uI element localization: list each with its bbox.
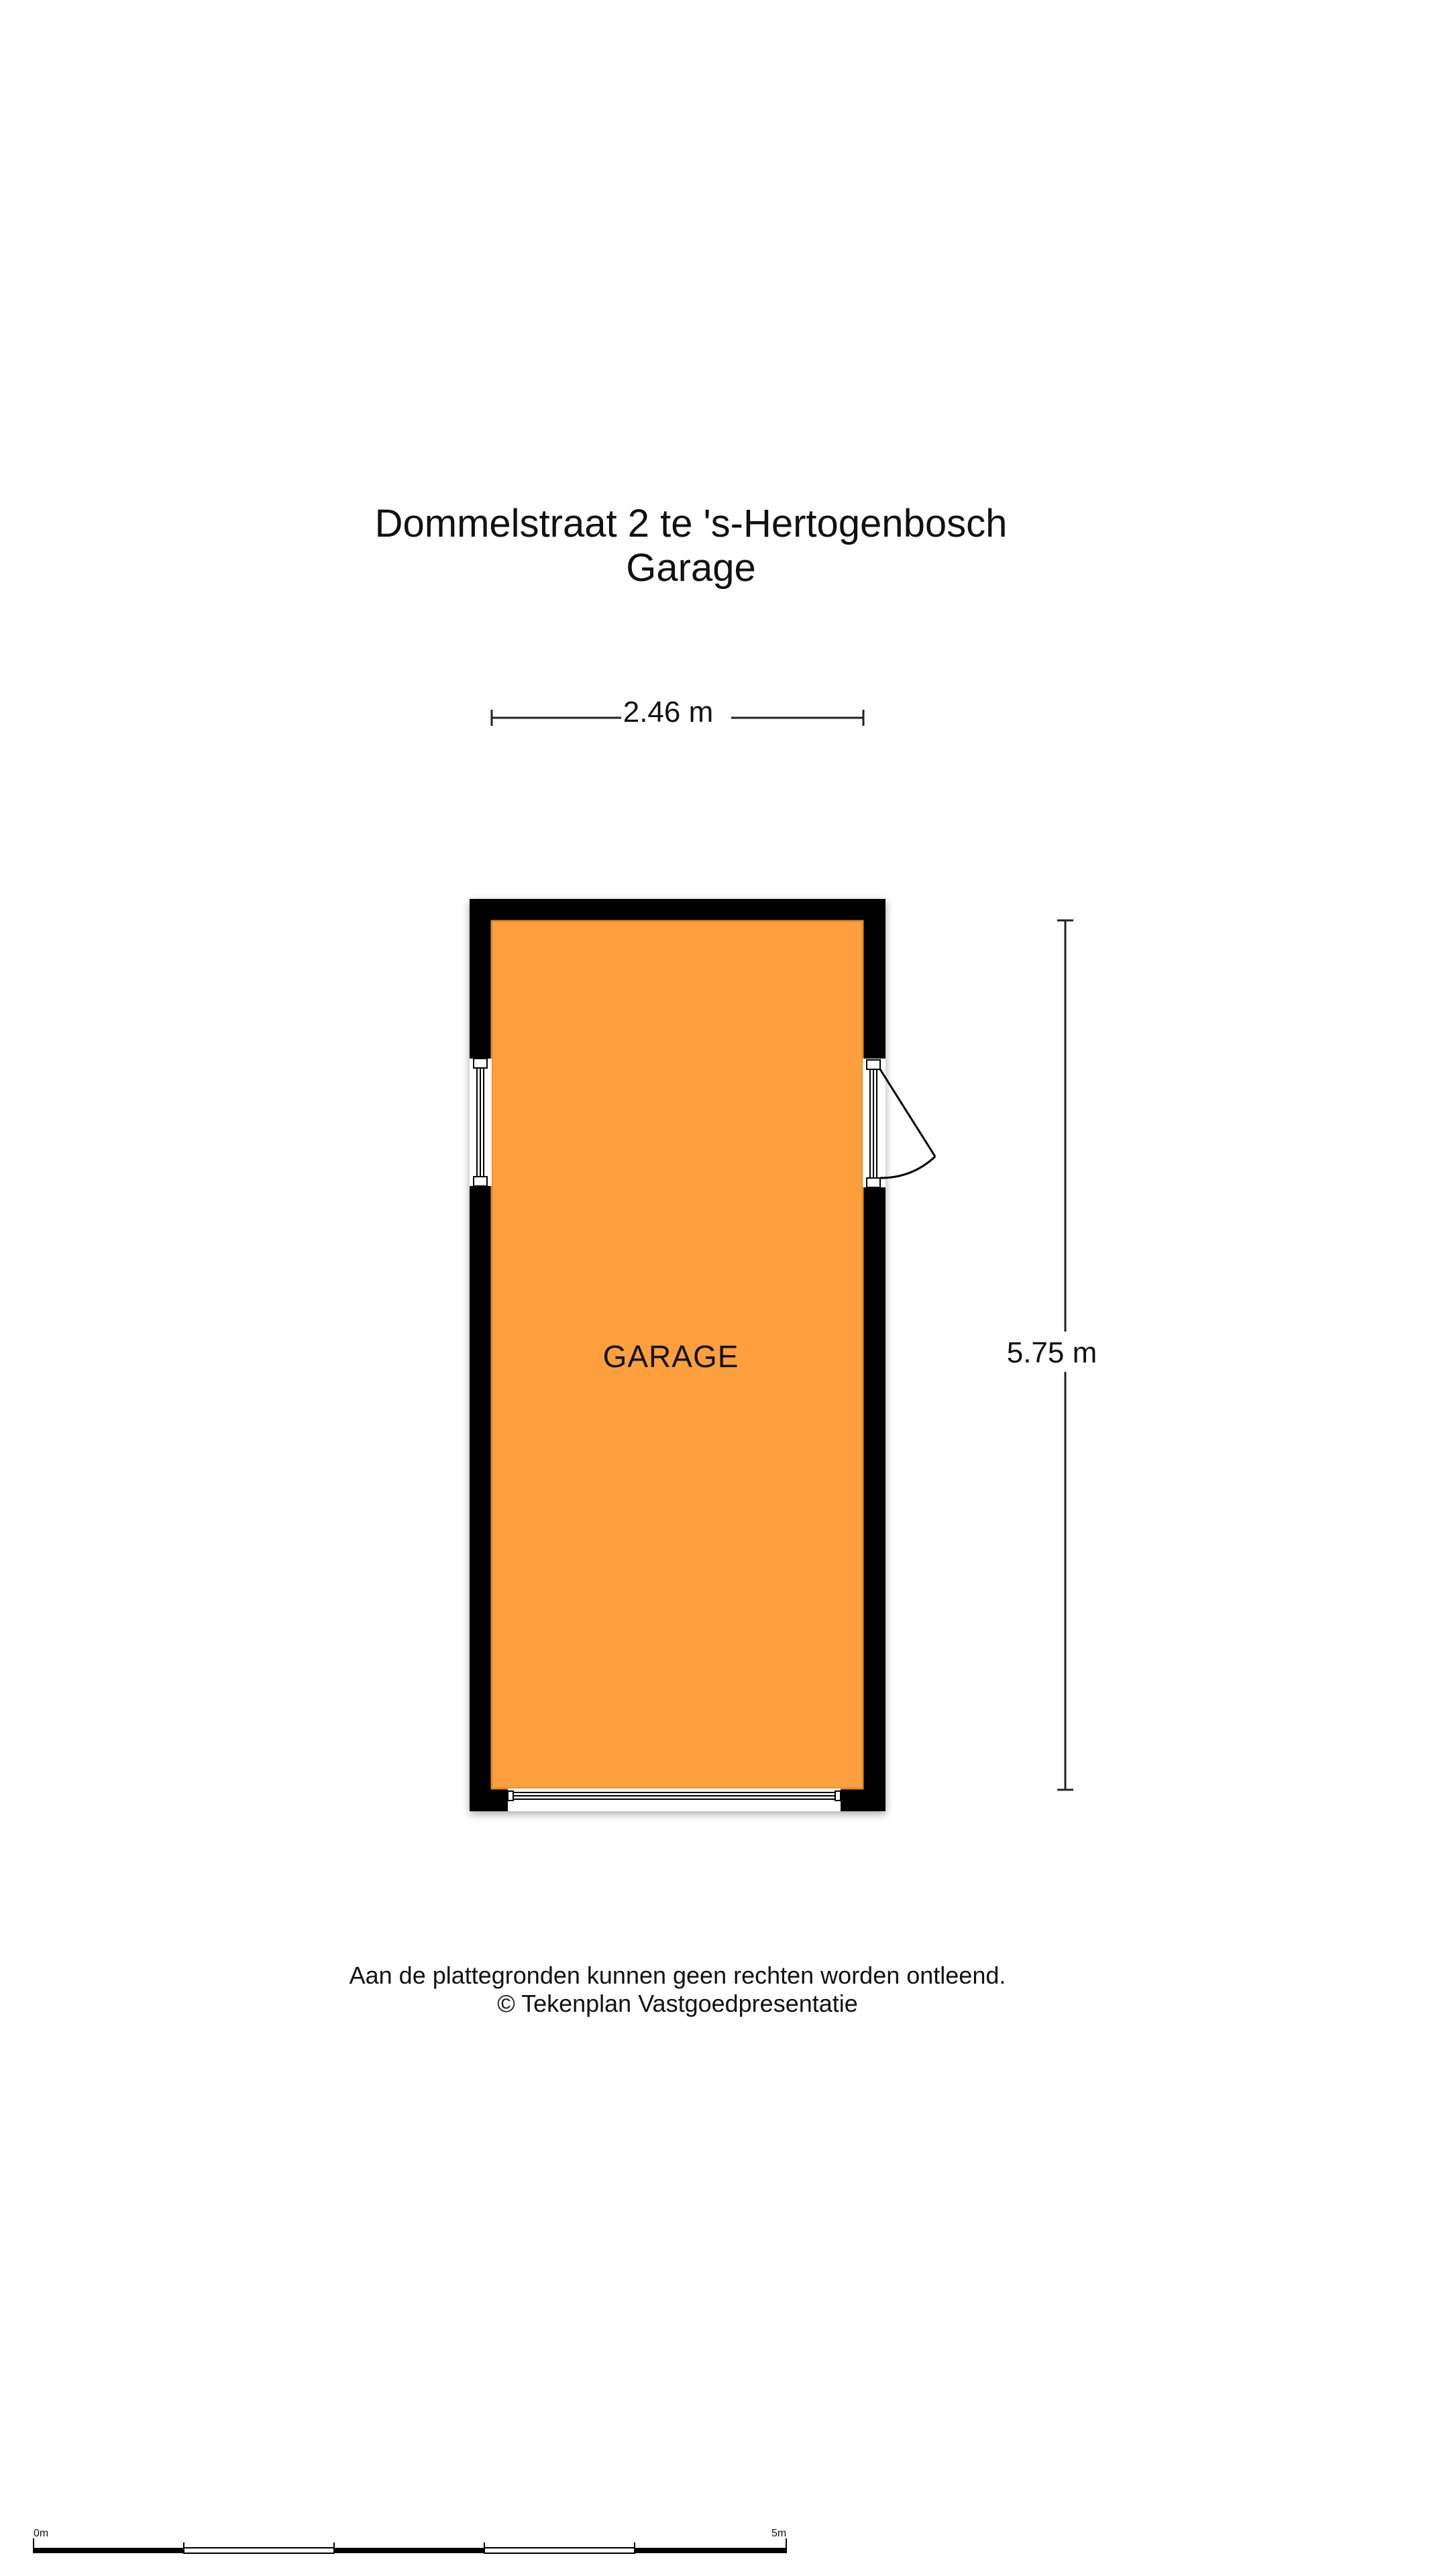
scale-bar — [34, 2538, 786, 2553]
disclaimer-text: Aan de plattegronden kunnen geen rechten worden ontleend. — [349, 1962, 1006, 1989]
side-door — [863, 1059, 935, 1187]
plan-floor-title: Garage — [626, 546, 756, 590]
left-window — [470, 1059, 492, 1186]
length-dimension-label: 5.75 m — [1005, 1336, 1099, 1370]
scale-start-label: 0m — [34, 2528, 49, 2539]
room-label-garage: GARAGE — [602, 1339, 739, 1374]
scale-end-label: 5m — [771, 2528, 787, 2539]
garage-door — [508, 1788, 841, 1811]
copyright-text: © Tekenplan Vastgoedpresentatie — [497, 1990, 858, 2017]
plan-address-title: Dommelstraat 2 te 's-Hertogenbosch — [374, 502, 1008, 545]
width-dimension-label: 2.46 m — [621, 696, 715, 729]
